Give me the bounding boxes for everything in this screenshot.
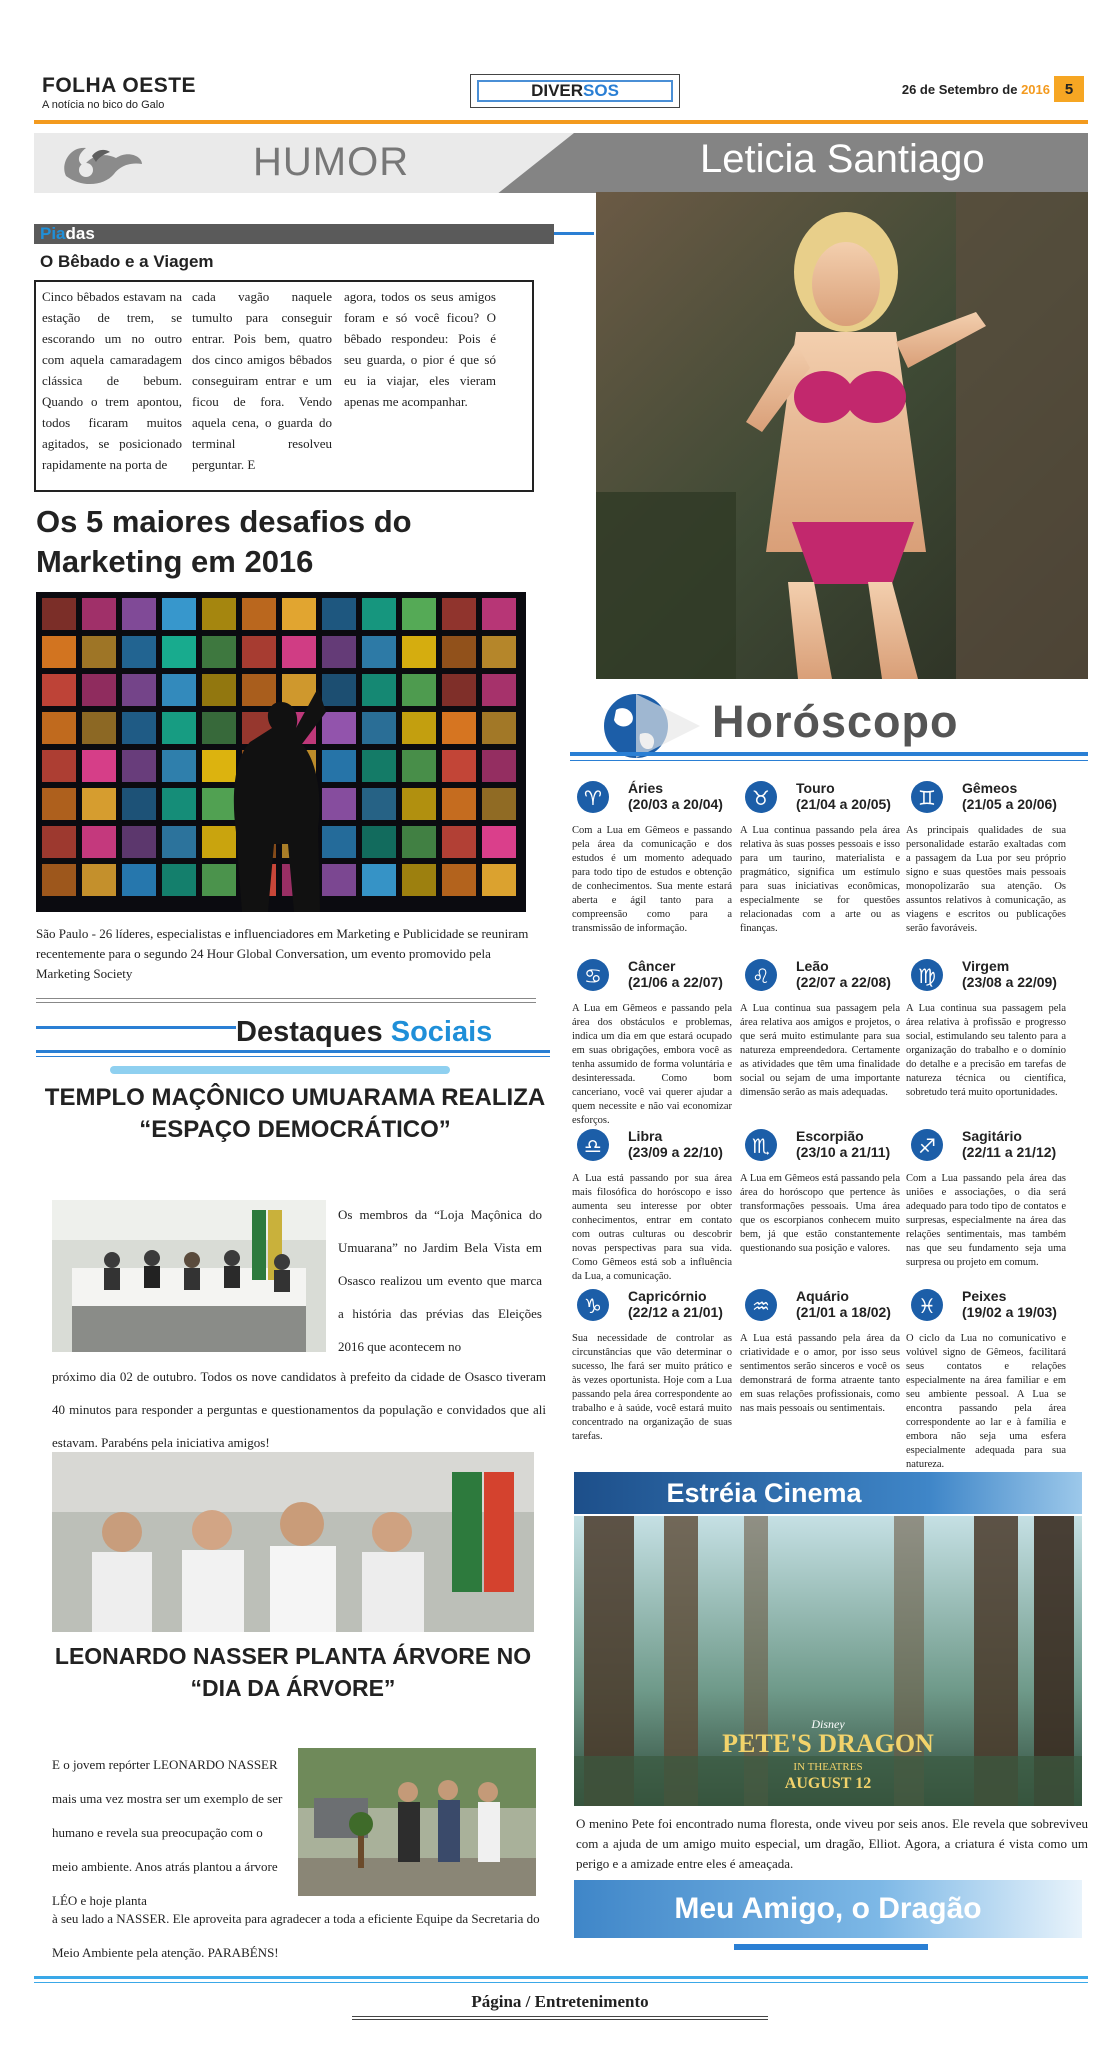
screen-tile <box>282 598 316 630</box>
horoscope-rule-2 <box>570 760 1088 761</box>
svg-text:♓: ♓ <box>918 1294 936 1318</box>
screen-tile <box>162 826 196 858</box>
zodiac-icon <box>910 958 944 992</box>
screen-tile <box>122 674 156 706</box>
screen-tile <box>442 598 476 630</box>
screen-tile <box>42 826 76 858</box>
brand-subtitle: A notícia no bico do Galo <box>42 99 165 111</box>
zodiac-icon <box>744 1288 778 1322</box>
screen-tile <box>362 636 396 668</box>
screen-tile <box>42 674 76 706</box>
marketing-rule <box>36 998 536 999</box>
screen-tile <box>242 636 276 668</box>
screen-tile <box>402 636 436 668</box>
leo-title: LEONARDO NASSER PLANTA ÁRVORE NO “DIA DA ÁRVORE” <box>54 1643 532 1701</box>
destaques-title-accent: Sociais <box>390 1016 493 1048</box>
zodiac-text: O ciclo da Lua no comunicativo e volúvel signo de Gêmeos, facilitará seus contatos e relações especialmente na área familiar e em seu ambiente pessoal. A Lua se encontra passando pela área correspondente ao lar e à família e embora não seja uma esfera especialmente adequada para sua natureza. <box>906 1333 1066 1470</box>
footer-underline <box>352 2016 768 2017</box>
screen-tile <box>162 598 196 630</box>
screen-tile <box>82 788 116 820</box>
zodiac-text: A Lua está passando por sua área mais filosófica do horóscopo e isso aumenta seu interesse por obter conhecimentos, entrar em contato com outras culturas ou descobrir novas perspectivas para sua vida. Como Gêmeos está sob a influência da Lua, a comunicação. <box>572 1173 732 1282</box>
screen-tile <box>362 674 396 706</box>
screen-tile <box>42 788 76 820</box>
joke-column-3: agora, todos os seus amigos foram e só você ficou? O bêbado respondeu: Pois é seu guarda, o pior é que só eu ia viajar, eles vieram apenas me acompanhar. <box>344 289 496 409</box>
zodiac-name: Gêmeos <box>962 780 1018 796</box>
zodiac-icon <box>744 958 778 992</box>
zodiac-text: Com a Lua em Gêmeos e passando pela área da comunicação e dos estudos é um momento adequado para todo tipo de estudos e obtenção de conhecimentos. Sua mente estará aberta e ágil tanto para a compreensão como para a transmissão de informação. <box>572 825 732 934</box>
screen-tile <box>482 636 516 668</box>
screen-tile <box>162 712 196 744</box>
svg-text:♊: ♊ <box>918 786 936 810</box>
rooster-logo-icon <box>56 136 146 197</box>
screen-tile <box>322 826 356 858</box>
zodiac-name: Escorpião <box>796 1128 864 1144</box>
zodiac-icon <box>576 958 610 992</box>
destaques-glow <box>110 1066 450 1074</box>
screen-tile <box>42 750 76 782</box>
zodiac-icon <box>910 1128 944 1162</box>
destaques-rule-2 <box>36 1056 550 1057</box>
zodiac-dates: (23/08 a 22/09) <box>962 974 1057 990</box>
screen-tile <box>482 750 516 782</box>
screen-tile <box>122 712 156 744</box>
zodiac-name: Capricórnio <box>628 1288 707 1304</box>
screen-tile <box>82 750 116 782</box>
section-label-plain: DIVER <box>531 81 584 100</box>
screen-tile <box>442 674 476 706</box>
zodiac-dates: (19/02 a 19/03) <box>962 1304 1057 1320</box>
zodiac-text: Com a Lua passando pela área das uniões e associações, o dia será adequado para todo tipo de contatos e surpresas, especialmente na área das relações sentimentais, mas também nas que seu fundamento seja uma surpresa ou projeto em comum. <box>906 1173 1066 1268</box>
svg-text:♑: ♑ <box>584 1294 602 1318</box>
zodiac-name: Touro <box>796 780 835 796</box>
screen-tile <box>362 864 396 896</box>
screen-tile <box>162 750 196 782</box>
screen-tile <box>42 864 76 896</box>
screen-tile <box>322 674 356 706</box>
screen-tile <box>482 864 516 896</box>
leo-text-full: à seu lado a NASSER. Ele aproveita para agradecer a toda a eficiente Equipe da Secretaria do Meio Ambiente pela atenção. PARABÉNS! <box>52 1911 540 1960</box>
screen-tile <box>482 826 516 858</box>
screen-tile <box>82 712 116 744</box>
screen-tile <box>402 826 436 858</box>
zodiac-icon <box>576 1288 610 1322</box>
humor-title: HUMOR <box>253 140 410 184</box>
zodiac-text: A Lua está passando pela área da criatividade e o amor, por isso seus sentimentos serão sinceros e você os demonstrará de forma atraente tanto em suas relações profissionais, como nas mais pessoais ou sentimentais. <box>740 1333 900 1414</box>
screen-tile <box>242 598 276 630</box>
screen-tile <box>482 674 516 706</box>
piadas-label-accent: Pia <box>40 224 66 243</box>
joke-title: O Bêbado e a Viagem <box>40 252 214 271</box>
zodiac-text: A Lua continua passando pela área relativa às suas posses pessoais e isso para um taurino, materialista e pragmático, significa um estímulo para suas iniciativas econômicas, especialmente se for questões relacionadas com a arte ou as finanças. <box>740 825 900 934</box>
zodiac-dates: (21/01 a 18/02) <box>796 1304 891 1320</box>
zodiac-text: A Lua em Gêmeos e passando pela área dos obstáculos e problemas, indica um dia em que estará ocupado em suas obrigações, embora você as tenha assumido de forma voluntária e desinteressada. Como bom canceriano, você vai querer ajudar a quem necessite e não vai economizar esforços. <box>572 1003 732 1126</box>
screen-tile <box>442 826 476 858</box>
screen-tile <box>322 636 356 668</box>
brand-title: FOLHA OESTE <box>42 74 197 97</box>
screen-tile <box>82 598 116 630</box>
zodiac-dates: (23/09 a 22/10) <box>628 1144 723 1160</box>
screen-tile <box>322 598 356 630</box>
screen-tile <box>82 864 116 896</box>
movie-poster <box>574 1516 1082 1806</box>
poster-tag-1: IN THEATRES <box>793 1761 863 1773</box>
poster-title: PETE'S DRAGON <box>722 1729 934 1758</box>
zodiac-name: Peixes <box>962 1288 1007 1304</box>
zodiac-name: Sagitário <box>962 1128 1022 1144</box>
screen-tile <box>442 788 476 820</box>
marketing-caption: São Paulo - 26 líderes, especialistas e influenciadores em Marketing e Publicidade se reuniram recentemente para o segundo 24 Hour Global Conversation, um evento promovido pela Marketing Society <box>36 926 529 981</box>
joke-column-1: Cinco bêbados estavam na estação de trem, se escorando um no outro com aquela camaradagem clássica de bebum. Quando o trem apontou, todos ficaram muitos agitados, se posicionado rapidamente na porta de <box>42 289 182 472</box>
marketing-rule-2 <box>36 1002 536 1003</box>
horoscope-rule <box>570 752 1088 756</box>
zodiac-name: Libra <box>628 1128 663 1144</box>
screen-tile <box>362 598 396 630</box>
zodiac-dates: (21/05 a 20/06) <box>962 796 1057 812</box>
zodiac-icon <box>576 780 610 814</box>
screen-tile <box>482 712 516 744</box>
zodiac-icon <box>744 780 778 814</box>
issue-date-text: 26 de Setembro de <box>901 82 1018 97</box>
piadas-bar <box>34 224 554 244</box>
marketing-image <box>36 592 526 912</box>
screen-tile <box>82 826 116 858</box>
screen-tile <box>42 636 76 668</box>
zodiac-dates: (21/06 a 22/07) <box>628 974 723 990</box>
screen-tile <box>242 674 276 706</box>
joke-column-2: cada vagão naquele tumulto para conseguir entrar. Pois bem, quatro dos cinco amigos bêbados conseguiram entrar e um ficou de fora. Vendo aquela cena, o guarda do terminal resolveu perguntar. E <box>192 289 332 472</box>
zodiac-icon <box>910 780 944 814</box>
zodiac-text: A Lua em Gêmeos está passando pela área do horóscopo que pertence às transformações pessoais. Uma área que os escorpianos conhecem muito bem, já que estão constantemente questionando sua posição e valores. <box>740 1173 900 1254</box>
screen-tile <box>322 712 356 744</box>
footer-rule-2 <box>34 1982 1088 1983</box>
marketing-title: Os 5 maiores desafios do Marketing em 2016 <box>36 504 412 579</box>
movie-title: Meu Amigo, o Dragão <box>674 1892 982 1925</box>
zodiac-dates: (21/04 a 20/05) <box>796 796 891 812</box>
section-label-accent: SOS <box>583 81 619 100</box>
screen-tile <box>402 864 436 896</box>
cinema-synopsis: O menino Pete foi encontrado numa floresta, onde viveu por seis anos. Ele revela que sobreviveu com a ajuda de um amigo muito especial, um dragão, Elliot. Agora, a criatura é vista como um perigo e a amizade entre eles é ameaçada. <box>576 1816 1088 1871</box>
screen-tile <box>322 864 356 896</box>
header-rule <box>34 120 1088 124</box>
screen-tile <box>362 750 396 782</box>
screen-tile <box>362 712 396 744</box>
screen-tile <box>442 636 476 668</box>
zodiac-dates: (22/07 a 22/08) <box>796 974 891 990</box>
screen-tile <box>82 636 116 668</box>
screen-tile <box>202 826 236 858</box>
screen-tile <box>162 636 196 668</box>
leo-text-left: E o jovem repórter LEONARDO NASSER mais uma vez mostra ser um exemplo de ser humano e revela sua preocupação com o meio ambiente. Anos atrás plantou a árvore LÉO e hoje planta <box>52 1757 283 1908</box>
destaques-line <box>36 1026 236 1029</box>
screen-tile <box>442 864 476 896</box>
poster-tag-2: AUGUST 12 <box>784 1775 872 1792</box>
zodiac-icon <box>910 1288 944 1322</box>
screen-tile <box>202 598 236 630</box>
svg-text:♒: ♒ <box>752 1294 770 1318</box>
zodiac-dates: (22/12 a 21/01) <box>628 1304 723 1320</box>
screen-tile <box>362 826 396 858</box>
cinema-bar <box>734 1944 928 1950</box>
screen-tile <box>162 788 196 820</box>
footer-label: Página / Entretenimento <box>471 1992 649 2011</box>
zodiac-dates: (20/03 a 20/04) <box>628 796 723 812</box>
issue-date <box>770 82 1050 97</box>
screen-tile <box>122 750 156 782</box>
screen-tile <box>282 636 316 668</box>
screen-tile <box>122 636 156 668</box>
screen-tile <box>442 712 476 744</box>
footer-rule <box>34 1976 1088 1979</box>
destaques-title-plain: Destaques <box>236 1016 383 1048</box>
piadas-rule <box>554 232 594 235</box>
page-number: 5 <box>1054 76 1084 102</box>
screen-tile <box>202 864 236 896</box>
screen-tile <box>402 712 436 744</box>
screen-tile <box>402 598 436 630</box>
screen-tile <box>202 636 236 668</box>
screen-tile <box>402 788 436 820</box>
zodiac-text: A Lua continua sua passagem pela área relativa aos amigos e projetos, o que será muito estimulante para sua natureza empreendedora. Certamente as atividades que têm uma finalidade social ou sejam de uma importante dimensão serão as mais adequadas. <box>740 1003 900 1098</box>
screen-tile <box>82 674 116 706</box>
screen-tile <box>442 750 476 782</box>
screen-tile <box>162 864 196 896</box>
zodiac-icon <box>744 1128 778 1162</box>
section-label-inner <box>477 80 673 102</box>
screen-tile <box>122 826 156 858</box>
piadas-label <box>40 224 95 244</box>
screen-tile <box>162 674 196 706</box>
screen-tile <box>402 674 436 706</box>
screen-tile <box>322 750 356 782</box>
svg-text:♉: ♉ <box>752 786 770 810</box>
screen-tile <box>482 788 516 820</box>
poster-brand: Disney <box>811 1717 845 1731</box>
destaques-title <box>236 1016 492 1049</box>
piadas-label-plain: das <box>65 224 95 243</box>
zodiac-dates: (23/10 a 21/11) <box>796 1144 891 1160</box>
screen-tile <box>202 788 236 820</box>
screen-tile <box>122 788 156 820</box>
screen-tile <box>122 864 156 896</box>
footer-underline-2 <box>352 2019 768 2020</box>
templo-photo <box>52 1200 326 1352</box>
templo-text-full: próximo dia 02 de outubro. Todos os nove candidatos à prefeito da cidade de Osasco tiveram 40 minutos para responder a perguntas e questionamentos da população e convidados que ali estavam. Parabéns pela iniciativa amigos! <box>52 1369 546 1450</box>
svg-text:♍: ♍ <box>918 964 936 988</box>
screen-tile <box>42 712 76 744</box>
screen-tile <box>42 598 76 630</box>
screen-tile <box>402 750 436 782</box>
screen-tile <box>202 674 236 706</box>
cinema-title: Estréia Cinema <box>666 1478 862 1508</box>
screen-tile <box>202 750 236 782</box>
horoscope-title: Horóscopo <box>712 696 959 747</box>
leo-tree-photo <box>298 1748 536 1896</box>
section-label <box>470 74 680 108</box>
destaques-rule <box>36 1050 550 1053</box>
screen-tile <box>322 788 356 820</box>
zodiac-name: Leão <box>796 958 829 974</box>
screen-tile <box>122 598 156 630</box>
templo-title: TEMPLO MAÇÔNICO UMUARAMA REALIZA “ESPAÇO DEMOCRÁTICO” <box>44 1084 546 1143</box>
zodiac-icon <box>576 1128 610 1162</box>
issue-date-year: 2016 <box>1021 82 1050 97</box>
svg-text:♌: ♌ <box>752 964 770 988</box>
svg-text:♐: ♐ <box>918 1134 936 1158</box>
svg-text:♎: ♎ <box>584 1134 602 1158</box>
celebrity-name: Leticia Santiago <box>700 137 985 181</box>
zodiac-text: As principais qualidades de sua personalidade estarão exaltadas com a passagem da Lua por seu próprio signo e suas questões mais pessoais monopolizarão sua atenção. Os assuntos relativos à comunicação, as viagens e escritos ou publicações serão favoráveis. <box>906 825 1066 934</box>
zodiac-name: Câncer <box>628 958 676 974</box>
zodiac-name: Aquário <box>796 1288 849 1304</box>
screen-tile <box>202 712 236 744</box>
zodiac-dates: (22/11 a 21/12) <box>962 1144 1057 1160</box>
celebrity-photo <box>596 192 1088 679</box>
svg-text:♏: ♏ <box>752 1134 770 1158</box>
svg-text:♋: ♋ <box>584 964 602 988</box>
zodiac-text: A Lua continua sua passagem pela área relativa à profissão e progresso social, estimulando seu talento para a organização do trabalho e o domínio do detalhe e a precisão em tarefas de natureza técnica ou científica, sobretudo terá muito oportunidades. <box>906 1003 1066 1098</box>
zodiac-text: Sua necessidade de controlar as circunstâncias que vão determinar o sucesso, lhe fará ser muito prático e às vezes oportunista. Hoje com a Lua passando pela área correspondente ao trabalho e à saúde, você estará muito concentrado na organização de suas tarefas. <box>572 1333 732 1442</box>
zodiac-name: Virgem <box>962 958 1010 974</box>
leo-group-photo <box>52 1452 534 1632</box>
zodiac-name: Áries <box>628 780 664 796</box>
screen-tile <box>482 598 516 630</box>
screen-tile <box>362 788 396 820</box>
svg-text:♈: ♈ <box>584 786 602 810</box>
templo-text-right: Os membros da “Loja Maçônica do Umuarana” no Jardim Bela Vista em Osasco realizou um evento que marca a história das prévias das Eleições 2016 que acontecem no <box>338 1207 542 1354</box>
